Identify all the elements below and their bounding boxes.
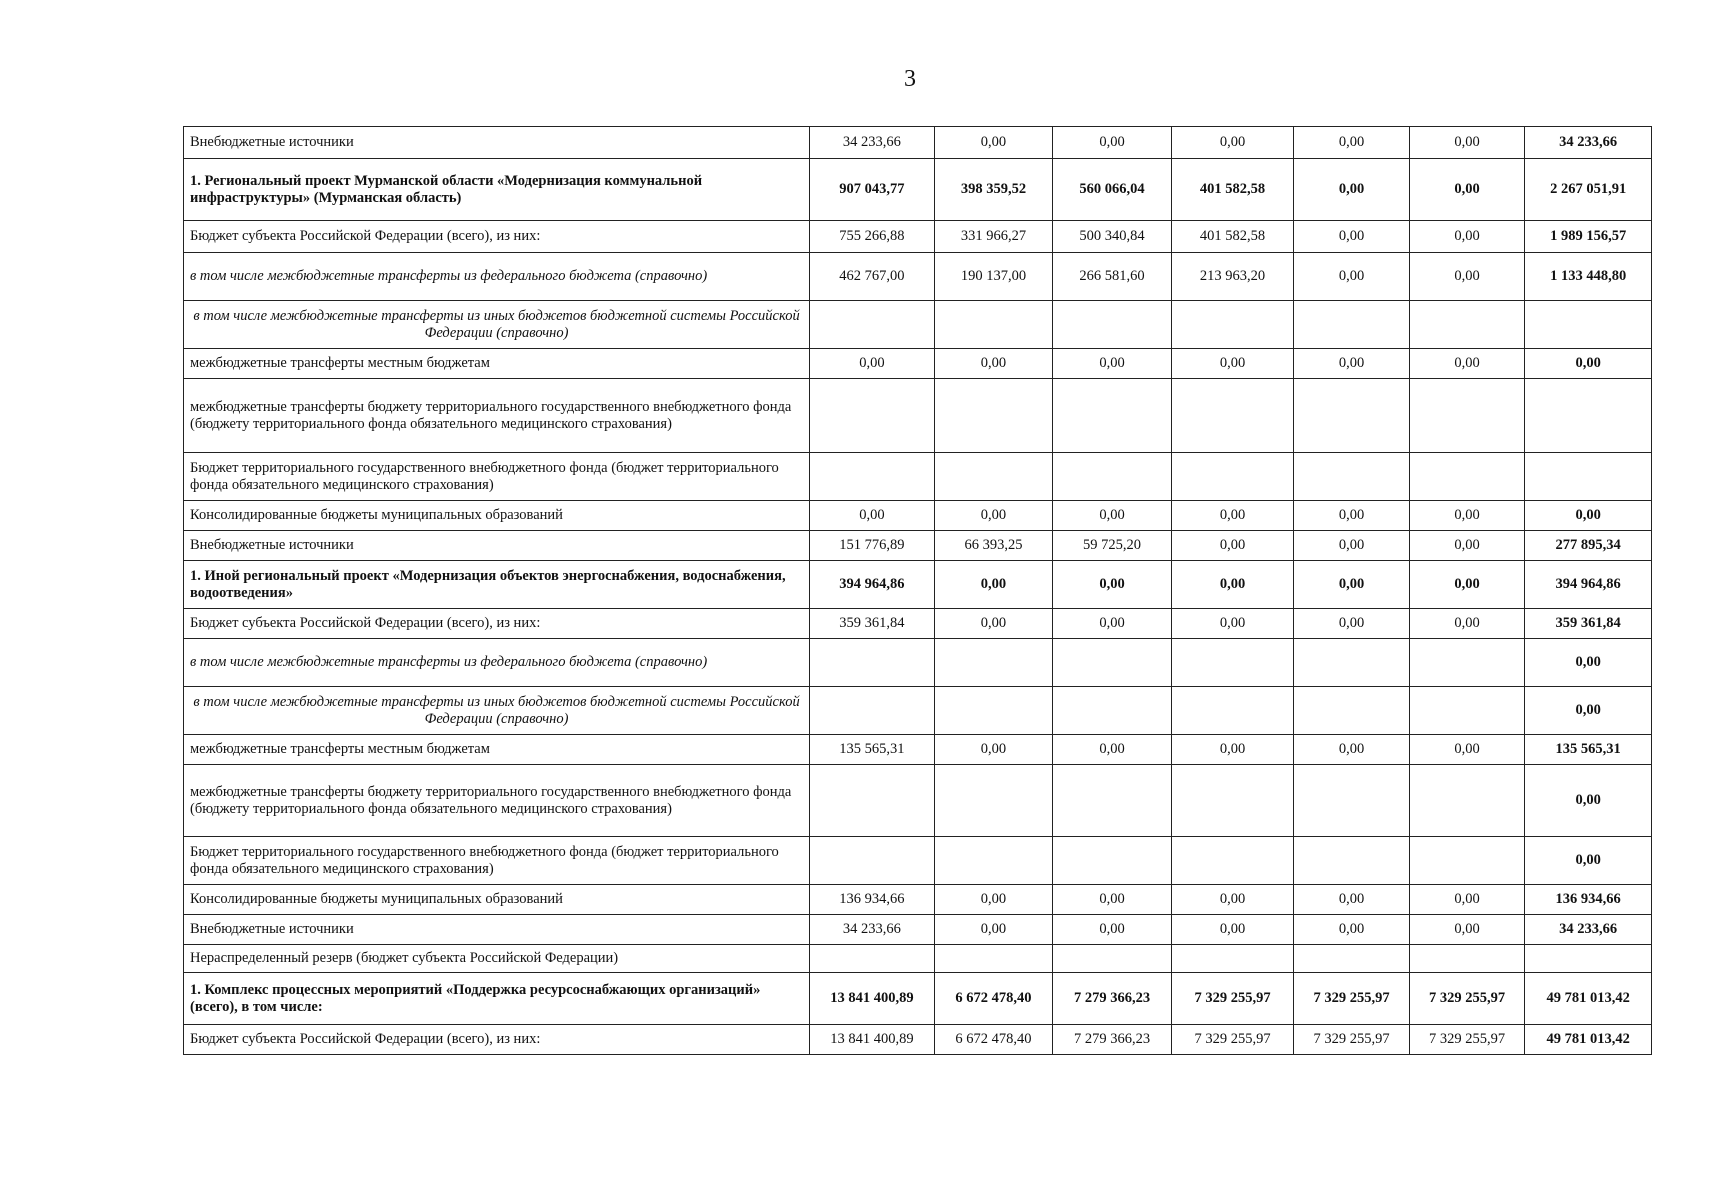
value-cell: 560 066,04	[1053, 159, 1172, 221]
value-cell	[1053, 301, 1172, 349]
value-cell: 0,00	[1294, 501, 1409, 531]
table-row	[184, 609, 1652, 639]
value-cell	[1294, 837, 1409, 885]
value-cell	[810, 687, 935, 735]
value-cell: 500 340,84	[1053, 221, 1172, 253]
value-cell: 394 964,86	[810, 561, 935, 609]
row-total-cell: 34 233,66	[1525, 915, 1652, 945]
row-label: межбюджетные трансферты бюджету территориального государственного внебюджетного фонда (бюджету территориального фонда обязательного медицинского страхования)	[184, 765, 810, 837]
value-cell	[934, 453, 1053, 501]
table-row	[184, 885, 1652, 915]
value-cell: 0,00	[1171, 501, 1294, 531]
value-cell: 0,00	[1409, 885, 1524, 915]
value-cell: 151 776,89	[810, 531, 935, 561]
row-label: в том числе межбюджетные трансферты из иных бюджетов бюджетной системы Российской Федерации (справочно)	[184, 687, 810, 735]
table-row	[184, 639, 1652, 687]
row-total-cell	[1525, 945, 1652, 973]
row-label: в том числе межбюджетные трансферты из иных бюджетов бюджетной системы Российской Федерации (справочно)	[184, 301, 810, 349]
value-cell: 0,00	[1171, 885, 1294, 915]
value-cell: 0,00	[810, 501, 935, 531]
row-total-cell: 136 934,66	[1525, 885, 1652, 915]
value-cell: 59 725,20	[1053, 531, 1172, 561]
value-cell	[934, 639, 1053, 687]
value-cell	[1171, 945, 1294, 973]
row-total-cell: 0,00	[1525, 349, 1652, 379]
value-cell: 0,00	[934, 885, 1053, 915]
table-row	[184, 945, 1652, 973]
value-cell: 0,00	[1171, 915, 1294, 945]
value-cell	[1409, 639, 1524, 687]
value-cell: 213 963,20	[1171, 253, 1294, 301]
row-label: Бюджет субъекта Российской Федерации (всего), из них:	[184, 221, 810, 253]
value-cell: 0,00	[1409, 253, 1524, 301]
value-cell	[1294, 687, 1409, 735]
value-cell	[1053, 687, 1172, 735]
value-cell: 0,00	[1409, 531, 1524, 561]
table-row	[184, 735, 1652, 765]
value-cell: 0,00	[1409, 127, 1524, 159]
table-row	[184, 561, 1652, 609]
row-label: 1. Комплекс процессных мероприятий «Поддержка ресурсоснабжающих организаций» (всего), в том числе:	[184, 973, 810, 1025]
budget-table-body	[184, 127, 1652, 1055]
value-cell	[934, 379, 1053, 453]
value-cell: 0,00	[1294, 885, 1409, 915]
table-row	[184, 159, 1652, 221]
value-cell: 7 279 366,23	[1053, 1025, 1172, 1055]
value-cell	[810, 945, 935, 973]
row-label: Внебюджетные источники	[184, 127, 810, 159]
value-cell: 0,00	[1294, 735, 1409, 765]
value-cell	[1053, 639, 1172, 687]
value-cell: 0,00	[1171, 561, 1294, 609]
value-cell: 266 581,60	[1053, 253, 1172, 301]
table-row	[184, 453, 1652, 501]
value-cell	[1053, 945, 1172, 973]
value-cell: 331 966,27	[934, 221, 1053, 253]
row-total-cell: 49 781 013,42	[1525, 973, 1652, 1025]
value-cell: 34 233,66	[810, 915, 935, 945]
value-cell: 0,00	[934, 127, 1053, 159]
value-cell: 190 137,00	[934, 253, 1053, 301]
row-total-cell: 1 133 448,80	[1525, 253, 1652, 301]
value-cell: 13 841 400,89	[810, 973, 935, 1025]
value-cell	[1409, 379, 1524, 453]
value-cell: 0,00	[1409, 349, 1524, 379]
row-total-cell	[1525, 453, 1652, 501]
row-total-cell: 359 361,84	[1525, 609, 1652, 639]
value-cell: 0,00	[1409, 915, 1524, 945]
value-cell	[810, 639, 935, 687]
value-cell: 0,00	[1053, 885, 1172, 915]
row-total-cell: 0,00	[1525, 501, 1652, 531]
value-cell	[934, 837, 1053, 885]
value-cell	[934, 945, 1053, 973]
value-cell	[810, 765, 935, 837]
page-number: 3	[904, 66, 916, 92]
value-cell	[1409, 945, 1524, 973]
row-total-cell	[1525, 379, 1652, 453]
value-cell: 0,00	[1409, 221, 1524, 253]
value-cell: 136 934,66	[810, 885, 935, 915]
value-cell	[1171, 453, 1294, 501]
table-row	[184, 531, 1652, 561]
value-cell: 6 672 478,40	[934, 1025, 1053, 1055]
value-cell: 0,00	[934, 501, 1053, 531]
value-cell: 0,00	[1171, 609, 1294, 639]
value-cell: 0,00	[1294, 253, 1409, 301]
row-total-cell: 0,00	[1525, 837, 1652, 885]
value-cell: 0,00	[1053, 501, 1172, 531]
value-cell: 0,00	[1294, 127, 1409, 159]
value-cell	[1294, 379, 1409, 453]
row-total-cell: 2 267 051,91	[1525, 159, 1652, 221]
value-cell: 0,00	[1053, 127, 1172, 159]
budget-table	[183, 126, 1652, 1055]
row-label: в том числе межбюджетные трансферты из федерального бюджета (справочно)	[184, 253, 810, 301]
value-cell	[1409, 687, 1524, 735]
value-cell: 0,00	[1409, 735, 1524, 765]
row-total-cell	[1525, 301, 1652, 349]
row-label: Бюджет субъекта Российской Федерации (всего), из них:	[184, 609, 810, 639]
value-cell: 0,00	[1053, 609, 1172, 639]
value-cell: 0,00	[934, 609, 1053, 639]
value-cell	[1171, 639, 1294, 687]
value-cell	[1409, 301, 1524, 349]
value-cell: 907 043,77	[810, 159, 935, 221]
row-label: 1. Региональный проект Мурманской области «Модернизация коммунальной инфраструктуры» (Мурманская область)	[184, 159, 810, 221]
value-cell: 135 565,31	[810, 735, 935, 765]
value-cell: 13 841 400,89	[810, 1025, 935, 1055]
value-cell	[1171, 837, 1294, 885]
value-cell	[1294, 945, 1409, 973]
value-cell: 0,00	[1294, 159, 1409, 221]
row-total-cell: 394 964,86	[1525, 561, 1652, 609]
value-cell: 401 582,58	[1171, 159, 1294, 221]
table-row	[184, 1025, 1652, 1055]
value-cell	[1171, 301, 1294, 349]
row-label: Внебюджетные источники	[184, 915, 810, 945]
row-label: межбюджетные трансферты местным бюджетам	[184, 349, 810, 379]
value-cell	[810, 837, 935, 885]
value-cell	[1171, 379, 1294, 453]
value-cell: 0,00	[1053, 561, 1172, 609]
table-row	[184, 379, 1652, 453]
table-row	[184, 127, 1652, 159]
row-total-cell: 0,00	[1525, 765, 1652, 837]
value-cell: 755 266,88	[810, 221, 935, 253]
value-cell: 0,00	[1171, 735, 1294, 765]
value-cell	[934, 687, 1053, 735]
value-cell	[1294, 453, 1409, 501]
value-cell: 0,00	[1294, 349, 1409, 379]
value-cell	[810, 453, 935, 501]
value-cell	[934, 301, 1053, 349]
value-cell: 34 233,66	[810, 127, 935, 159]
value-cell: 0,00	[1171, 127, 1294, 159]
row-total-cell: 1 989 156,57	[1525, 221, 1652, 253]
value-cell	[1171, 765, 1294, 837]
value-cell	[810, 379, 935, 453]
value-cell: 462 767,00	[810, 253, 935, 301]
value-cell: 359 361,84	[810, 609, 935, 639]
value-cell: 0,00	[810, 349, 935, 379]
value-cell: 0,00	[1294, 531, 1409, 561]
table-row	[184, 687, 1652, 735]
row-label: межбюджетные трансферты местным бюджетам	[184, 735, 810, 765]
value-cell: 0,00	[1294, 561, 1409, 609]
value-cell	[1053, 379, 1172, 453]
table-row	[184, 349, 1652, 379]
value-cell: 0,00	[934, 915, 1053, 945]
row-total-cell: 0,00	[1525, 687, 1652, 735]
row-label: Бюджет территориального государственного внебюджетного фонда (бюджет территориального фонда обязательного медицинского страхования)	[184, 453, 810, 501]
table-row	[184, 301, 1652, 349]
table-row	[184, 501, 1652, 531]
value-cell: 0,00	[1409, 561, 1524, 609]
row-label: Нераспределенный резерв (бюджет субъекта Российской Федерации)	[184, 945, 810, 973]
row-label: межбюджетные трансферты бюджету территориального государственного внебюджетного фонда (бюджету территориального фонда обязательного медицинского страхования)	[184, 379, 810, 453]
value-cell	[934, 765, 1053, 837]
row-total-cell: 34 233,66	[1525, 127, 1652, 159]
value-cell: 7 279 366,23	[1053, 973, 1172, 1025]
row-total-cell: 135 565,31	[1525, 735, 1652, 765]
value-cell: 0,00	[1053, 349, 1172, 379]
value-cell: 0,00	[1409, 501, 1524, 531]
value-cell: 7 329 255,97	[1171, 973, 1294, 1025]
value-cell	[810, 301, 935, 349]
value-cell: 0,00	[1053, 915, 1172, 945]
value-cell: 66 393,25	[934, 531, 1053, 561]
value-cell: 0,00	[1171, 349, 1294, 379]
value-cell	[1294, 639, 1409, 687]
row-label: в том числе межбюджетные трансферты из федерального бюджета (справочно)	[184, 639, 810, 687]
value-cell: 0,00	[934, 735, 1053, 765]
table-row	[184, 837, 1652, 885]
value-cell: 401 582,58	[1171, 221, 1294, 253]
table-row	[184, 253, 1652, 301]
value-cell	[1053, 837, 1172, 885]
value-cell: 7 329 255,97	[1171, 1025, 1294, 1055]
value-cell: 0,00	[1053, 735, 1172, 765]
value-cell: 0,00	[934, 349, 1053, 379]
table-row	[184, 221, 1652, 253]
value-cell	[1171, 687, 1294, 735]
row-total-cell: 0,00	[1525, 639, 1652, 687]
row-label: 1. Иной региональный проект «Модернизация объектов энергоснабжения, водоснабжения, водоотведения»	[184, 561, 810, 609]
value-cell: 7 329 255,97	[1294, 1025, 1409, 1055]
row-label: Консолидированные бюджеты муниципальных образований	[184, 501, 810, 531]
row-label: Бюджет территориального государственного внебюджетного фонда (бюджет территориального фонда обязательного медицинского страхования)	[184, 837, 810, 885]
value-cell	[1294, 301, 1409, 349]
value-cell: 0,00	[1171, 531, 1294, 561]
table-row	[184, 915, 1652, 945]
row-total-cell: 49 781 013,42	[1525, 1025, 1652, 1055]
value-cell: 0,00	[1294, 915, 1409, 945]
value-cell: 0,00	[1294, 221, 1409, 253]
table-row	[184, 973, 1652, 1025]
value-cell	[1053, 453, 1172, 501]
value-cell: 7 329 255,97	[1294, 973, 1409, 1025]
value-cell: 0,00	[1409, 609, 1524, 639]
value-cell: 0,00	[934, 561, 1053, 609]
value-cell: 6 672 478,40	[934, 973, 1053, 1025]
value-cell	[1294, 765, 1409, 837]
value-cell	[1409, 765, 1524, 837]
row-label: Бюджет субъекта Российской Федерации (всего), из них:	[184, 1025, 810, 1055]
value-cell: 0,00	[1294, 609, 1409, 639]
value-cell: 398 359,52	[934, 159, 1053, 221]
value-cell	[1409, 837, 1524, 885]
value-cell: 7 329 255,97	[1409, 1025, 1524, 1055]
value-cell	[1053, 765, 1172, 837]
row-label: Консолидированные бюджеты муниципальных образований	[184, 885, 810, 915]
value-cell	[1409, 453, 1524, 501]
table-row	[184, 765, 1652, 837]
value-cell: 0,00	[1409, 159, 1524, 221]
row-label: Внебюджетные источники	[184, 531, 810, 561]
value-cell: 7 329 255,97	[1409, 973, 1524, 1025]
row-total-cell: 277 895,34	[1525, 531, 1652, 561]
